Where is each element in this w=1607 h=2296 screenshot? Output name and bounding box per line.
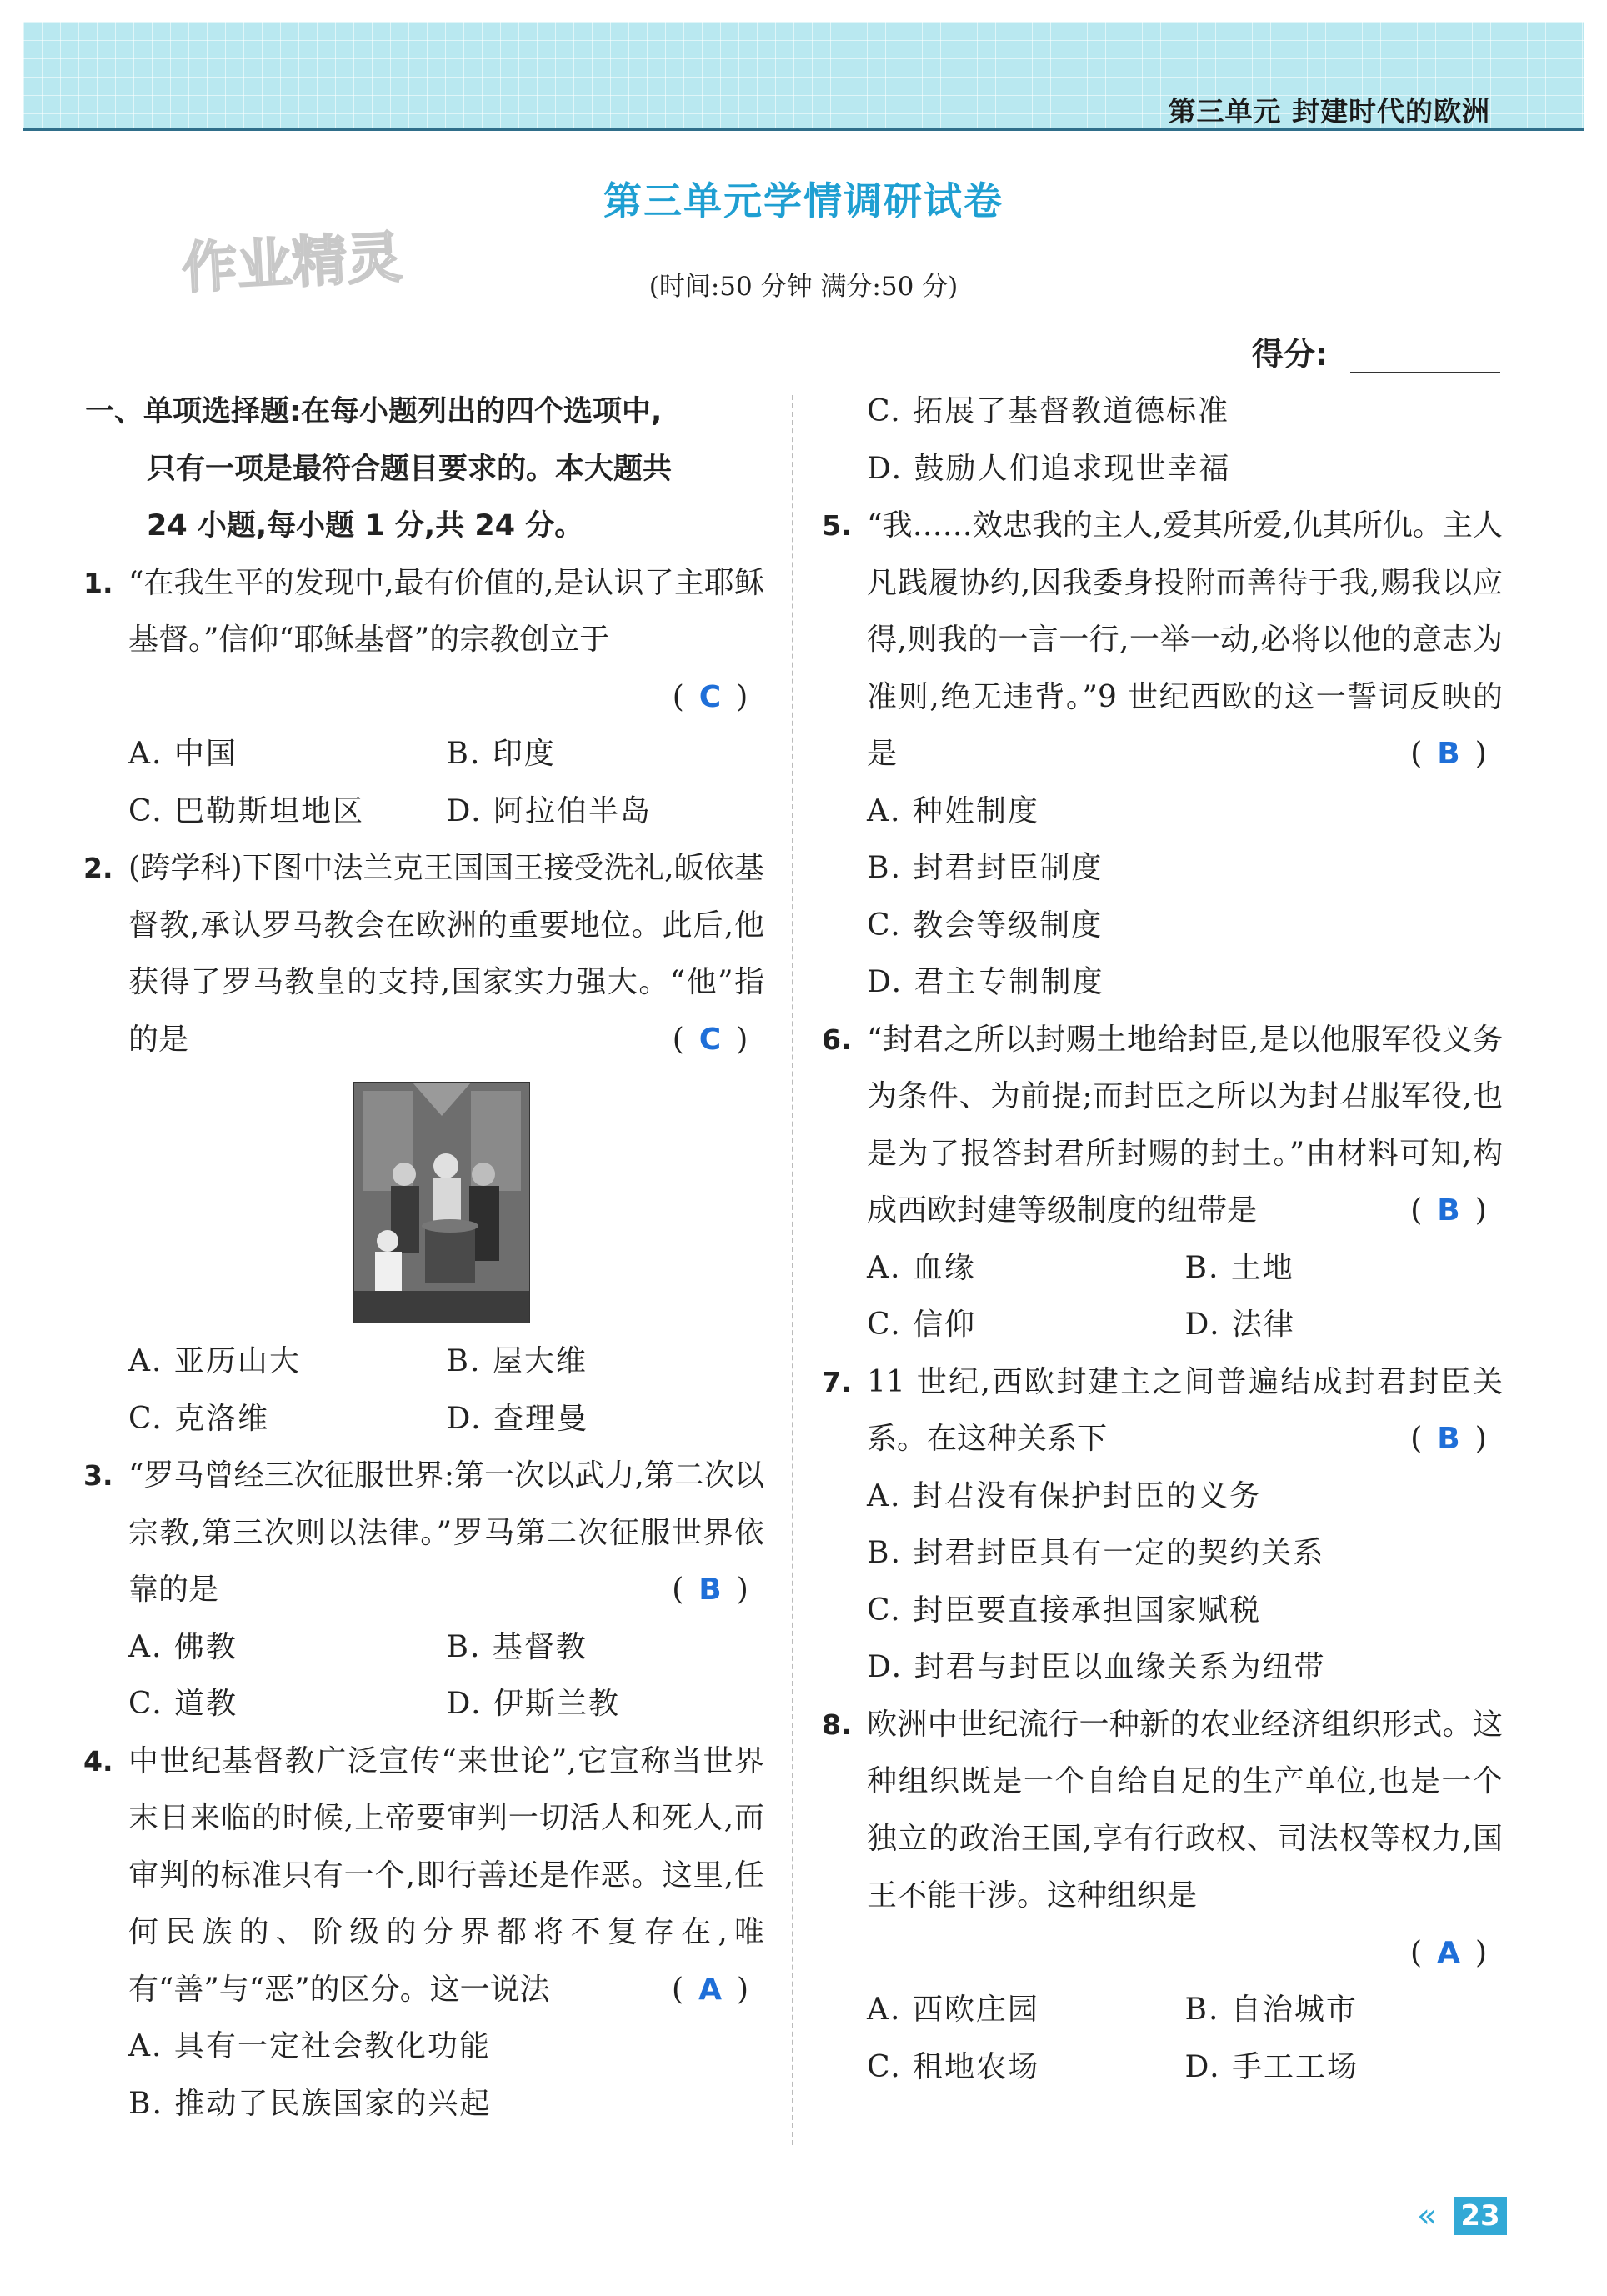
option-a[interactable]: A. 佛教 [128, 1629, 238, 1664]
column-divider [792, 395, 793, 2145]
section-heading-line: 一、单项选择题:在每小题列出的四个选项中, [85, 395, 663, 428]
option-b[interactable]: B. 封君封臣具有一定的契约关系 [867, 1536, 1325, 1570]
option-d[interactable]: D. 法律 [1184, 1308, 1295, 1342]
question-text-content: 11 世纪,西欧封建主之间普遍结成封君封臣关系。在这种关系下 [867, 1364, 1503, 1456]
question-text-content: “罗马曾经三次征服世界:第一次以武力,第二次以宗教,第三次则以法律。”罗马第二次征服世界依靠的是 [128, 1458, 764, 1607]
option-a[interactable]: A. 中国 [128, 737, 238, 771]
answer-line: ( B ) [1410, 1422, 1487, 1456]
options-row [85, 1676, 764, 1733]
option-c[interactable]: C. 道教 [128, 1687, 238, 1721]
question-text [867, 1354, 1503, 1468]
answer-line: ( B ) [1410, 737, 1487, 771]
unit-title: 第三单元 封建时代的欧洲 [1168, 95, 1490, 128]
options-row [824, 1240, 1503, 1298]
question-text: 欧洲中世纪流行一种新的农业经济组织形式。这种组织既是一个自给自足的生产单位,也是一个独立的政治王国,享有行政权、司法权等权力,国王不能干涉。这种组织是 [867, 1707, 1503, 1913]
answer-line: ( C ) [672, 1022, 748, 1057]
option-a[interactable]: A. 血缘 [867, 1250, 976, 1285]
option-b[interactable]: B. 基督教 [446, 1629, 588, 1664]
question-7 [824, 1354, 1503, 1468]
question-text [128, 1448, 764, 1619]
question-text-content: “封君之所以封赐土地给封臣,是以他服军役义务为条件、为前提;而封臣之所以为封君服军役,也是为了报答封君所封赐的封土。”由材料可知,构成西欧封建等级制度的纽带是 [867, 1022, 1503, 1228]
options-row [824, 1982, 1503, 2039]
option-d[interactable]: D. 手工工场 [1184, 2049, 1359, 2084]
score-label: 得分: [1252, 336, 1329, 373]
option-d[interactable]: D. 伊斯兰教 [446, 1687, 620, 1721]
section-heading-line: 只有一项是最符合题目要求的。本大题共 [147, 452, 673, 486]
question-number: 4. [83, 1744, 113, 1778]
question-text [867, 498, 1503, 783]
answer-line: ( A ) [1410, 1935, 1487, 1970]
question-6 [824, 1012, 1503, 1240]
question-2 [85, 840, 764, 1068]
answer-mark[interactable]: C [698, 679, 722, 714]
options-row [824, 1297, 1503, 1354]
question-number: 1. [83, 566, 113, 599]
page-title: 第三单元学情调研试卷 [603, 178, 1004, 223]
option-c[interactable]: C. 教会等级制度 [867, 908, 1104, 943]
answer-line: ( C ) [672, 679, 748, 714]
options-row [85, 1619, 764, 1677]
option-c[interactable]: C. 巴勒斯坦地区 [128, 793, 365, 828]
answer-mark[interactable]: B [1437, 1193, 1460, 1228]
question-text-content: “我……效忠我的主人,爱其所爱,仇其所仇。主人凡践履协约,因我委身投附而善待于我,赐我以应得,则我的一言一行,一举一动,必将以他的意志为准则,绝无违背。”9 世纪西欧的这一誓词反映的是 [867, 508, 1503, 771]
answer-mark[interactable]: B [1437, 737, 1460, 771]
answer-mark[interactable]: C [698, 1022, 722, 1057]
question-text [867, 1012, 1503, 1240]
answer-line: ( B ) [672, 1573, 748, 1607]
question-text [128, 1733, 764, 2019]
score-blank[interactable] [1350, 372, 1500, 373]
option-d[interactable]: D. 封君与封臣以血缘关系为纽带 [867, 1650, 1326, 1684]
option-c[interactable]: C. 封臣要直接承担国家赋税 [867, 1593, 1262, 1628]
answer-line: ( B ) [1410, 1193, 1487, 1228]
option-c[interactable]: C. 拓展了基督教道德标准 [867, 394, 1230, 428]
watermark-logo: 作业精灵 [180, 225, 404, 301]
left-column [85, 383, 764, 2133]
question-text [128, 840, 764, 1068]
answer-line: ( A ) [672, 1972, 748, 2007]
question-3 [85, 1448, 764, 1619]
question-8 [824, 1697, 1503, 1983]
option-a[interactable]: A. 西欧庄园 [867, 1993, 1039, 2027]
option-a[interactable]: A. 封君没有保护封臣的义务 [867, 1478, 1261, 1513]
option-a[interactable]: A. 种姓制度 [867, 793, 1039, 828]
question-number: 5. [822, 509, 852, 542]
option-a[interactable]: A. 具有一定社会教化功能 [128, 2029, 491, 2063]
question-text-content: (跨学科)下图中法兰克王国国王接受洗礼,皈依基督教,承认罗马教会在欧洲的重要地位。此后,他获得了罗马教皇的支持,国家实力强大。“他”指的是 [128, 851, 764, 1057]
answer-mark[interactable]: A [698, 1972, 722, 2007]
right-column [824, 383, 1503, 2096]
options-row [85, 1391, 764, 1448]
option-c[interactable]: C. 克洛维 [128, 1401, 270, 1436]
page-number: 23 [1454, 2197, 1507, 2235]
options-row [85, 726, 764, 783]
question-text: “在我生平的发现中,最有价值的,是认识了主耶稣基督。”信仰“耶稣基督”的宗教创立于 [128, 565, 764, 657]
question-number: 2. [83, 852, 113, 884]
option-b[interactable]: B. 屋大维 [446, 1344, 588, 1378]
question-text-content: 中世纪基督教广泛宣传“来世论”,它宣称当世界末日来临的时候,上帝要审判一切活人和死人,而审判的标准只有一个,即行善还是作恶。这里,任何民族的、阶级的分界都将不复存在,唯有“善”与“恶”的区分。这一说法 [128, 1743, 764, 2007]
option-b[interactable]: B. 土地 [1184, 1250, 1294, 1285]
question-4 [85, 1733, 764, 2019]
question-5 [824, 498, 1503, 783]
baptism-illustration [353, 1082, 530, 1323]
option-d[interactable]: D. 查理曼 [446, 1401, 588, 1436]
option-b[interactable]: B. 自治城市 [1184, 1993, 1358, 2027]
options-row [824, 2039, 1503, 2097]
option-d[interactable]: D. 阿拉伯半岛 [446, 793, 652, 828]
question-1 [85, 555, 764, 727]
section-heading-line: 24 小题,每小题 1 分,共 24 分。 [147, 509, 584, 543]
option-b[interactable]: B. 封君封臣制度 [867, 851, 1104, 885]
section-heading [85, 383, 764, 555]
option-c[interactable]: C. 租地农场 [867, 2049, 1040, 2084]
question-number: 3. [83, 1459, 113, 1492]
option-a[interactable]: A. 亚历山大 [128, 1344, 301, 1378]
option-d[interactable]: D. 君主专制制度 [867, 965, 1104, 999]
question-number: 7. [822, 1365, 852, 1398]
option-b[interactable]: B. 推动了民族国家的兴起 [128, 2086, 492, 2121]
option-c[interactable]: C. 信仰 [867, 1308, 977, 1342]
exam-time-info: (时间:50 分钟 满分:50 分) [648, 272, 959, 302]
answer-mark[interactable]: B [698, 1573, 722, 1607]
question-number: 8. [822, 1708, 852, 1741]
answer-mark[interactable]: B [1437, 1422, 1460, 1456]
question-number: 6. [822, 1023, 852, 1056]
answer-mark[interactable]: A [1437, 1935, 1460, 1970]
options-row [85, 1333, 764, 1391]
baptism-image-icon [354, 1083, 529, 1323]
header-divider [23, 128, 1584, 131]
option-b[interactable]: B. 印度 [446, 737, 556, 771]
chevron-left-icon: « [1417, 2197, 1438, 2235]
options-row [85, 783, 764, 841]
option-d[interactable]: D. 鼓励人们追求现世幸福 [867, 451, 1231, 486]
